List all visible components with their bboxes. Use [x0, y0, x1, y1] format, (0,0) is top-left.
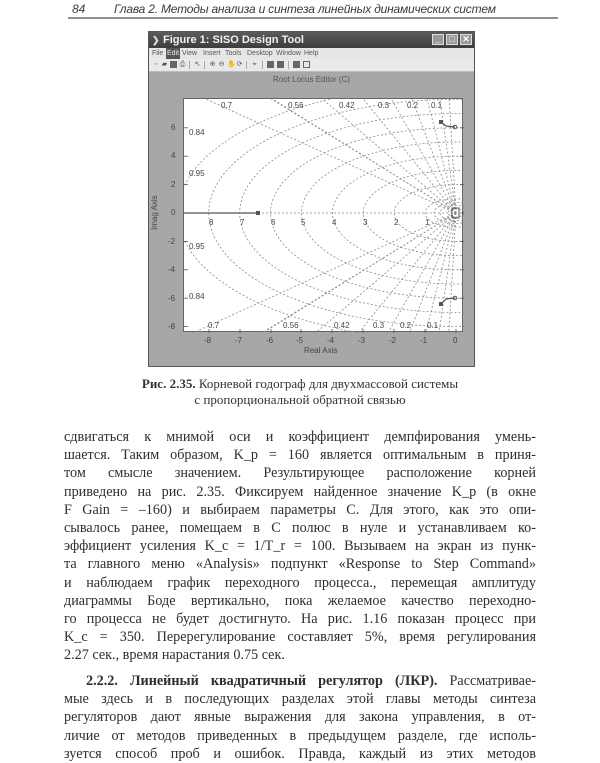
- text-line: K_c = 350. Перерегулирование составляет 5%, время регулирования: [64, 629, 536, 646]
- data-cursor-icon[interactable]: ⌖: [252, 60, 257, 68]
- open-icon[interactable]: ▰: [161, 60, 168, 68]
- svg-text:0.3: 0.3: [378, 101, 390, 110]
- svg-text:6: 6: [271, 218, 276, 227]
- text-line: регуляторов дают явные выражения для закона управления, в от-: [64, 709, 536, 726]
- svg-text:1: 1: [425, 218, 430, 227]
- svg-text:0.42: 0.42: [339, 101, 355, 110]
- svg-text:-4: -4: [327, 336, 335, 345]
- text-line: мые здесь и в последующих разделах этой главы методы синтеза: [64, 691, 536, 708]
- svg-text:0.3: 0.3: [373, 321, 385, 330]
- text-line: эффициент усиления K_c = 1/T_r = 100. Вызываем на экран из пунк-: [64, 538, 536, 555]
- menu-insert[interactable]: Insert: [203, 50, 221, 57]
- toolbar-separator: [204, 61, 205, 69]
- caption-line-2: с пропорциональной обратной связью: [194, 392, 406, 407]
- text-line: приведено на рис. 2.35. Фиксируем найденное значение K_p (в окне: [64, 483, 536, 500]
- svg-text:0.56: 0.56: [288, 101, 304, 110]
- window-title: Figure 1: SISO Design Tool: [163, 34, 304, 46]
- svg-text:0: 0: [171, 208, 176, 217]
- legend-icon[interactable]: [277, 61, 284, 68]
- text-line: личие от методов приведенных в предыдущем разделе, где исполь-: [64, 727, 536, 744]
- text-line: 2.27 сек., время нарастания 0.75 сек.: [64, 647, 285, 664]
- svg-text:4: 4: [332, 218, 337, 227]
- y-axis-label: Imag Axis: [150, 195, 159, 230]
- svg-text:0.42: 0.42: [334, 321, 350, 330]
- maximize-icon[interactable]: □: [446, 34, 458, 45]
- svg-text:-1: -1: [420, 336, 428, 345]
- svg-text:7: 7: [240, 218, 245, 227]
- colorbar-icon[interactable]: [267, 61, 274, 68]
- svg-text:0.2: 0.2: [400, 321, 412, 330]
- svg-text:4: 4: [171, 151, 176, 160]
- svg-text:0.84: 0.84: [189, 128, 205, 137]
- header-rule: [68, 17, 558, 19]
- text-line: том смысле значением. Результирующее расположение корней: [64, 465, 536, 482]
- toolbar-separator: [288, 61, 289, 69]
- svg-text:6: 6: [171, 123, 176, 132]
- svg-text:2: 2: [171, 180, 176, 189]
- menu-edit[interactable]: Edit: [167, 50, 180, 57]
- page-number: 84: [72, 2, 86, 16]
- svg-text:0.7: 0.7: [208, 321, 220, 330]
- caption-label: Рис. 2.35.: [141, 376, 196, 391]
- svg-text:0: 0: [453, 336, 458, 345]
- svg-text:0.84: 0.84: [189, 292, 205, 301]
- close-icon[interactable]: ✕: [460, 34, 472, 45]
- save-icon[interactable]: [170, 61, 177, 68]
- menu-help[interactable]: Help: [304, 50, 319, 57]
- figure-toolbar: [149, 59, 474, 72]
- svg-text:-8: -8: [168, 322, 176, 331]
- minimize-icon[interactable]: _: [432, 34, 444, 45]
- section-first-line: [64, 672, 536, 690]
- hide-plot-tools-icon[interactable]: [293, 61, 300, 68]
- section-paragraph: [64, 672, 536, 763]
- root-locus-editor-title: Root Locus Editor (C): [273, 75, 350, 84]
- rotate-icon[interactable]: ⟳: [236, 60, 243, 68]
- svg-text:0.56: 0.56: [283, 321, 299, 330]
- new-icon[interactable]: ▫: [154, 60, 157, 68]
- zoom-out-icon[interactable]: ⊖: [218, 60, 225, 68]
- svg-text:0.1: 0.1: [431, 101, 443, 110]
- pointer-icon[interactable]: ↖: [194, 60, 201, 68]
- pan-icon[interactable]: ✋: [227, 60, 236, 68]
- axis-tick-labels: [150, 90, 480, 350]
- menu-desktop[interactable]: Desktop: [247, 50, 273, 57]
- text-line: сдвигаться к мнимой оси и коэффициент демпфирования умень-: [64, 429, 536, 445]
- zoom-in-icon[interactable]: ⊕: [209, 60, 216, 68]
- text-line: Рассматривае-: [437, 673, 536, 689]
- text-line: сывалось ранее, помещаем в C полюс в нуле и устанавливаем ко-: [64, 520, 536, 537]
- text-line: F Gain = –160) и выбираем параметры C. Для этого, как это опи-: [64, 501, 536, 518]
- svg-text:-6: -6: [168, 294, 176, 303]
- svg-text:-2: -2: [168, 237, 176, 246]
- svg-text:-3: -3: [358, 336, 366, 345]
- text-line: го процесса не будет достигнуто. На рис. 1.16 показан процесс при: [64, 611, 536, 628]
- chapter-title: Глава 2. Методы анализа и синтеза линейных динамических систем: [114, 2, 496, 16]
- body-paragraph: [64, 428, 536, 665]
- menu-window[interactable]: Window: [276, 50, 301, 57]
- svg-text:3: 3: [363, 218, 368, 227]
- text-line: зуется способ проб и ошибок. Правда, каждый из этих методов: [64, 745, 536, 762]
- figure-caption: [60, 376, 540, 408]
- menu-bar: [149, 48, 474, 59]
- caption-line-1: Корневой годограф для двухмассовой системы: [198, 376, 459, 391]
- x-axis-label: Real Axis: [304, 346, 338, 355]
- print-icon[interactable]: ⎙: [179, 60, 186, 68]
- text-line: диаграммы Боде вертикально, пока желаемое качество переходно-: [64, 592, 536, 609]
- svg-text:-5: -5: [296, 336, 304, 345]
- svg-text:-8: -8: [204, 336, 212, 345]
- svg-text:0.1: 0.1: [427, 321, 439, 330]
- section-heading: 2.2.2. Линейный квадратичный регулятор (ЛКР).: [86, 673, 438, 689]
- menu-view[interactable]: View: [182, 50, 198, 57]
- toolbar-separator: [246, 61, 247, 69]
- svg-text:0.95: 0.95: [189, 242, 205, 251]
- toolbar-separator: [189, 61, 190, 69]
- menu-file[interactable]: File: [152, 50, 164, 57]
- svg-text:-4: -4: [168, 265, 176, 274]
- text-line: шается. Таким образом, K_p = 160 является оптимальным в приня-: [64, 447, 536, 464]
- svg-text:8: 8: [209, 218, 214, 227]
- toolbar-separator: [262, 61, 263, 69]
- text-line: и наблюдаем график переходного процесса., перемещая амплитуду: [64, 574, 536, 591]
- svg-text:-2: -2: [389, 336, 397, 345]
- svg-text:-6: -6: [266, 336, 274, 345]
- svg-text:0.95: 0.95: [189, 169, 205, 178]
- text-line: та главного меню «Analysis» подпункт «Response to Step Command»: [64, 556, 536, 573]
- svg-text:2: 2: [394, 218, 399, 227]
- svg-text:0.2: 0.2: [407, 101, 419, 110]
- svg-text:0.7: 0.7: [221, 101, 233, 110]
- svg-text:-7: -7: [235, 336, 243, 345]
- menu-tools[interactable]: Tools: [225, 50, 242, 57]
- matlab-figure-icon: ❯: [152, 35, 160, 45]
- svg-text:5: 5: [301, 218, 306, 227]
- show-plot-tools-icon[interactable]: [303, 61, 310, 68]
- window-titlebar[interactable]: [149, 32, 474, 48]
- running-head: [72, 2, 562, 18]
